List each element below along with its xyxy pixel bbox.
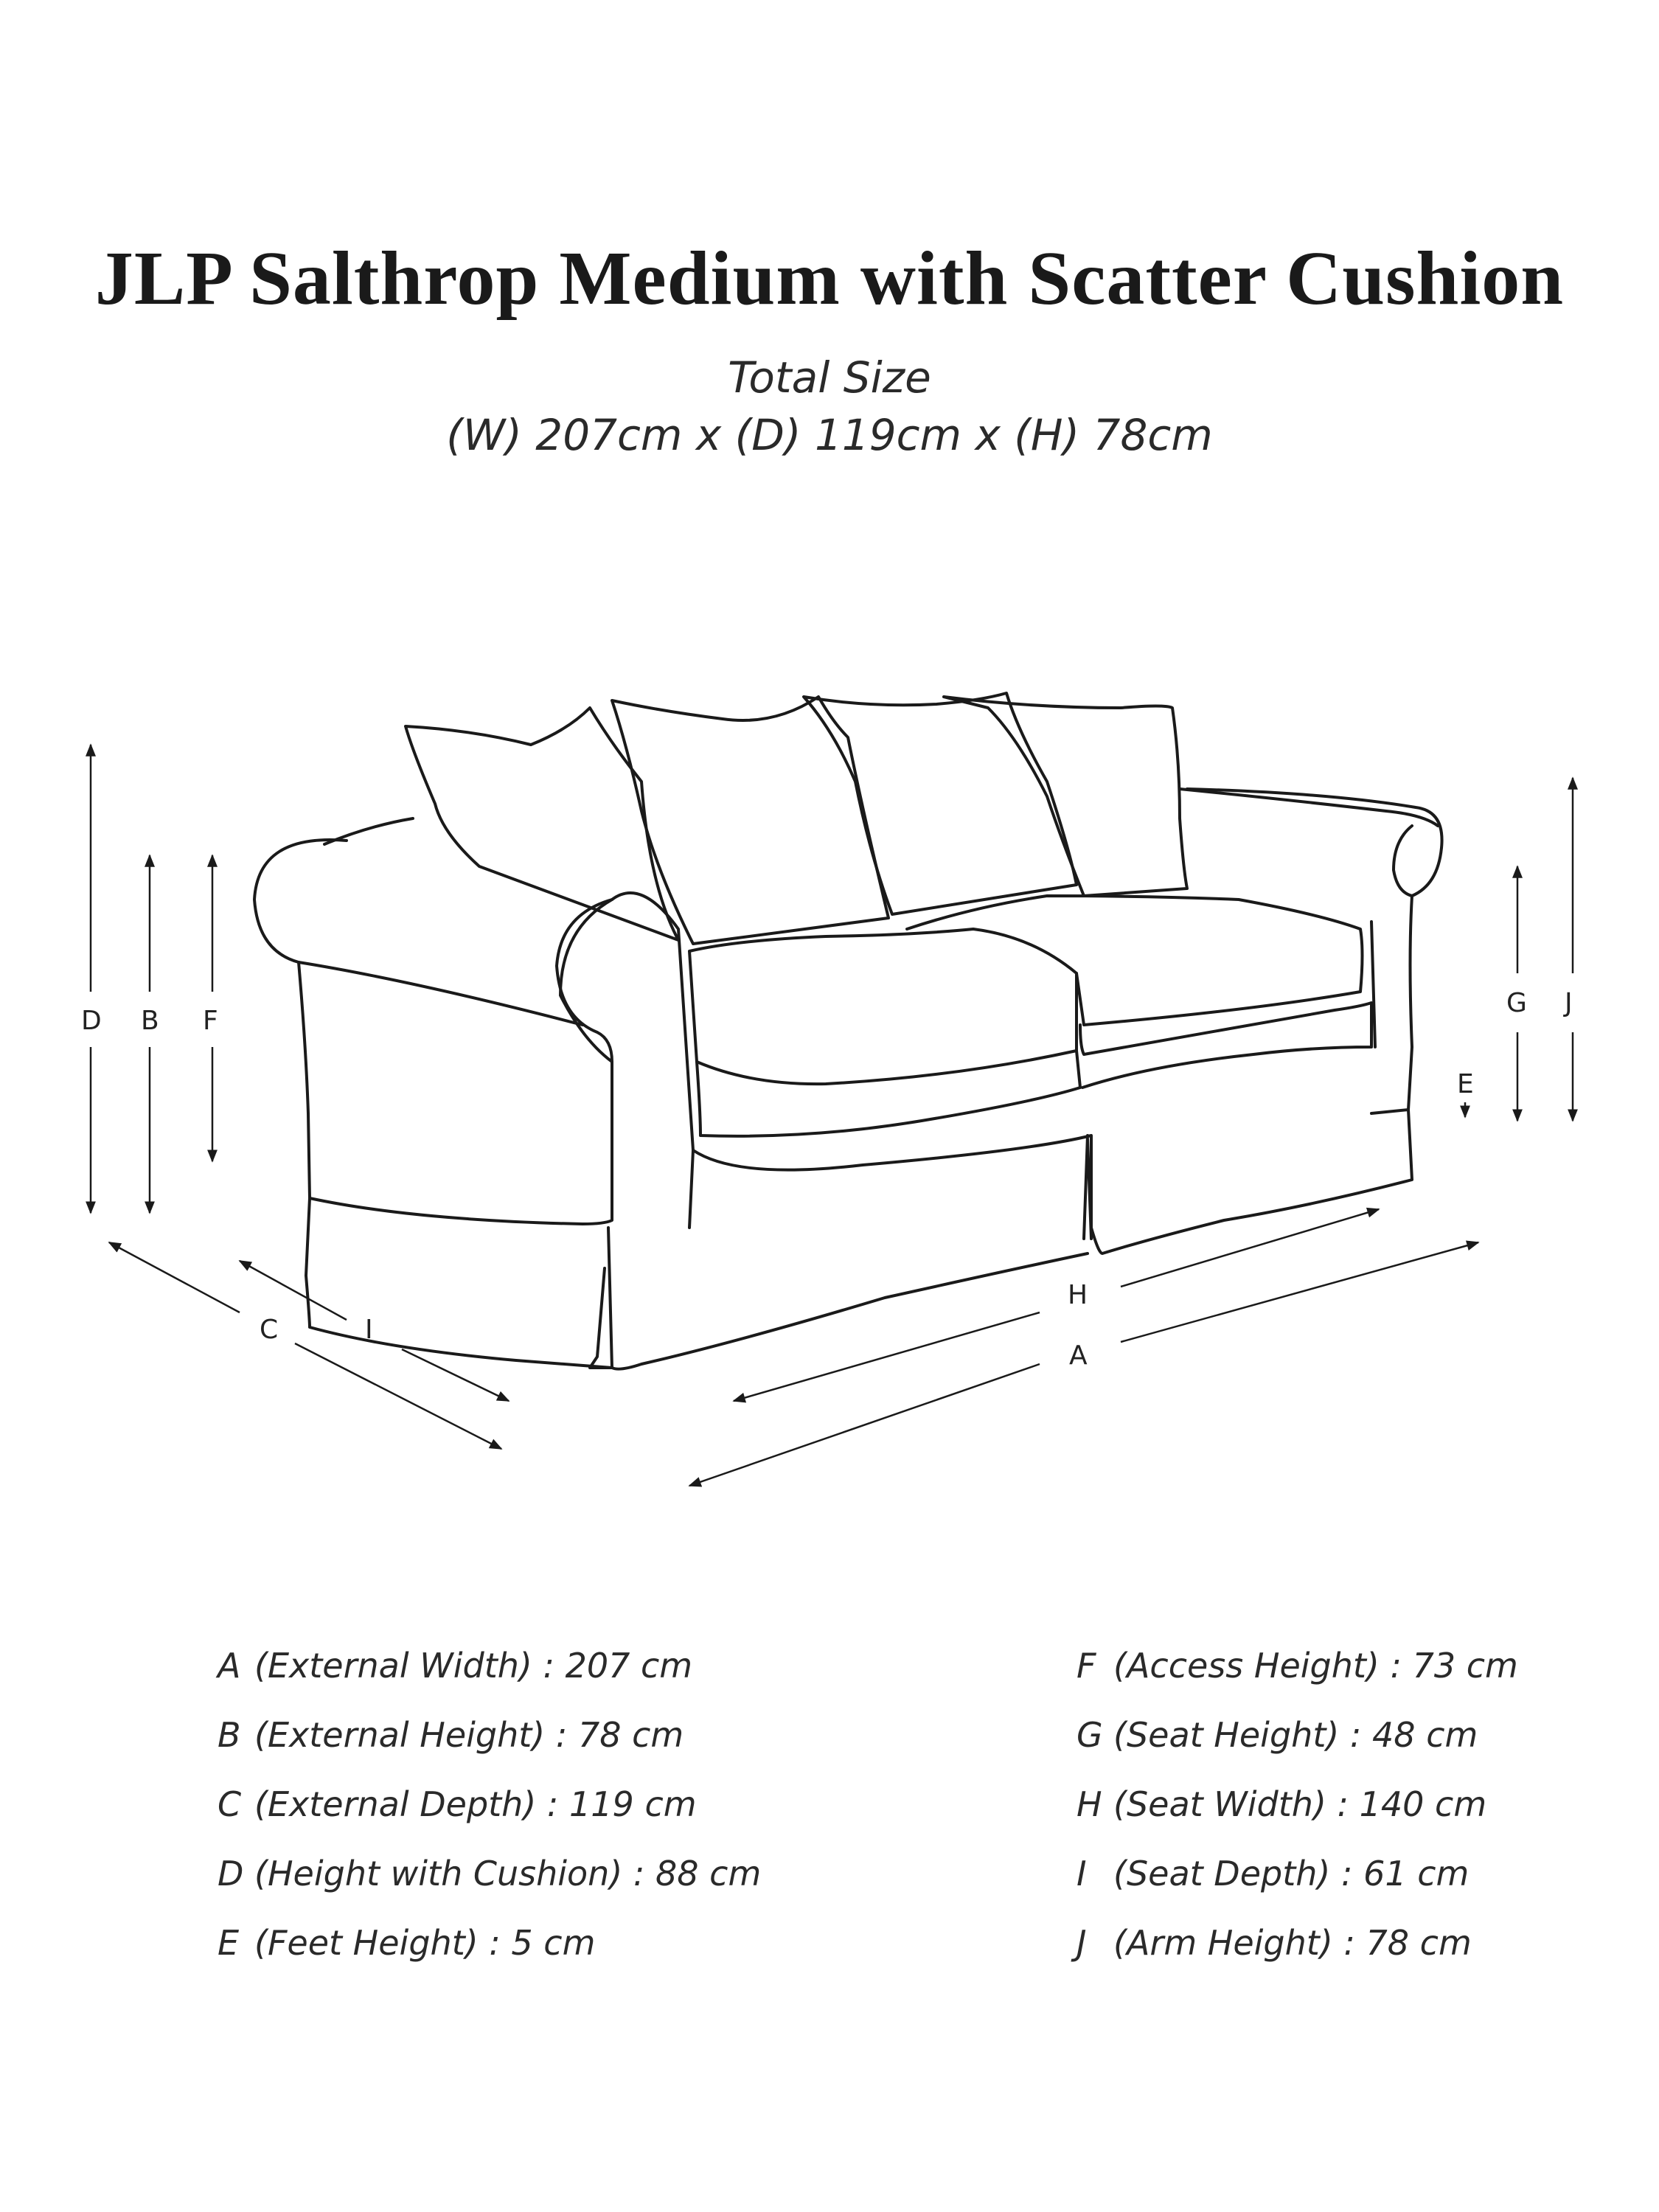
seat-cushion-right	[907, 896, 1363, 1025]
back-frame	[324, 789, 1438, 844]
sofa-skirt-bottom	[590, 1253, 1088, 1369]
seat-cushion-right-front	[1080, 1003, 1371, 1088]
dim-label-c: C	[260, 1315, 279, 1345]
left-arm	[254, 840, 693, 1228]
spec-key: A	[218, 1646, 241, 1686]
spec-item-b	[218, 1715, 684, 1755]
dimension-lines	[91, 745, 1573, 1486]
dim-label-g: G	[1506, 988, 1527, 1018]
total-size-value: (W) 207cm x (D) 119cm x (H) 78cm	[446, 410, 1213, 460]
spec-text: (Feet Height) : 5 cm	[254, 1923, 596, 1963]
dim-label-f: F	[203, 1006, 218, 1036]
dim-line-a-left	[689, 1364, 1040, 1486]
back-cushion-4	[944, 697, 1187, 896]
page-title: JLP Salthrop Medium with Scatter Cushion	[94, 236, 1565, 321]
seat-cushion-left	[689, 929, 1077, 1084]
dim-label-e: E	[1457, 1069, 1474, 1099]
spec-text: (External Depth) : 119 cm	[254, 1784, 697, 1824]
spec-item-g	[1077, 1715, 1478, 1755]
spec-key: D	[218, 1854, 244, 1893]
dim-label-i: I	[365, 1315, 373, 1345]
dim-line-c-bottom	[295, 1343, 501, 1449]
back-cushion-2	[612, 697, 888, 944]
spec-key: H	[1077, 1784, 1102, 1824]
right-arm	[1187, 789, 1442, 1113]
left-arm-panel	[299, 962, 582, 1025]
dim-line-i-top	[240, 1261, 347, 1320]
dim-line-a-right	[1121, 1242, 1478, 1342]
spec-key: C	[218, 1784, 242, 1824]
spec-text: (Access Height) : 73 cm	[1113, 1646, 1518, 1686]
dim-line-h-left	[734, 1312, 1040, 1401]
back-cushion-1	[406, 708, 678, 940]
dim-label-j: J	[1565, 988, 1573, 1018]
spec-text: (Seat Height) : 48 cm	[1113, 1715, 1478, 1755]
spec-key: F	[1077, 1646, 1096, 1686]
spec-item-d	[218, 1854, 761, 1893]
spec-item-e	[218, 1923, 595, 1963]
spec-key: J	[1077, 1923, 1087, 1963]
total-size-label: Total Size	[728, 352, 931, 403]
spec-key: I	[1077, 1854, 1087, 1893]
spec-key: E	[218, 1923, 240, 1963]
spec-item-i	[1077, 1854, 1469, 1893]
spec-item-c	[218, 1784, 697, 1824]
spec-text: (Seat Width) : 140 cm	[1113, 1784, 1487, 1824]
spec-item-h	[1077, 1784, 1486, 1824]
spec-text: (Height with Cushion) : 88 cm	[254, 1854, 762, 1893]
sofa-illustration	[254, 693, 1442, 1369]
dim-line-h-right	[1121, 1209, 1379, 1287]
dim-line-c-top	[109, 1242, 240, 1312]
spec-key: G	[1077, 1715, 1103, 1755]
spec-text: (Seat Depth) : 61 cm	[1113, 1854, 1470, 1893]
spec-item-f	[1077, 1646, 1518, 1686]
spec-item-j	[1077, 1923, 1472, 1963]
spec-text: (External Height) : 78 cm	[254, 1715, 684, 1755]
back-cushion-3	[804, 693, 1077, 914]
seat-cushion-left-front	[697, 1051, 1080, 1136]
dim-label-h: H	[1068, 1280, 1088, 1310]
right-arm-roll	[1394, 826, 1412, 896]
dim-label-b: B	[141, 1006, 159, 1036]
spec-key: B	[218, 1715, 241, 1755]
spec-item-a	[218, 1646, 692, 1686]
spec-text: (Arm Height) : 78 cm	[1113, 1923, 1472, 1963]
dim-label-a: A	[1069, 1340, 1088, 1371]
dim-label-d: D	[81, 1006, 102, 1036]
spec-text: (External Width) : 207 cm	[254, 1646, 693, 1686]
